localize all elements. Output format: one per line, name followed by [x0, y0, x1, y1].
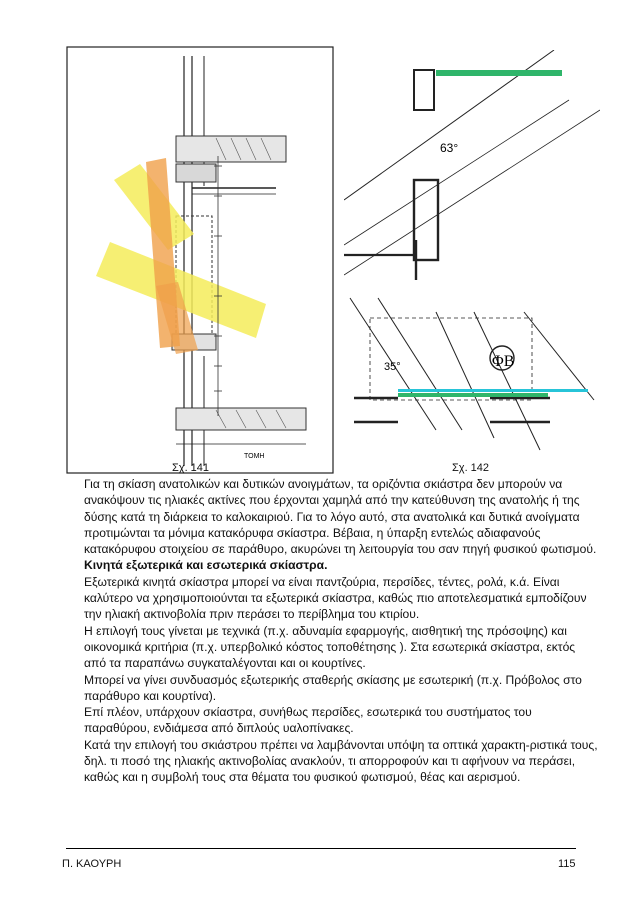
- lower-leader-bar-green: [398, 393, 548, 397]
- figure-142-shading-sketch: [344, 50, 600, 458]
- figure-141-section-drawing: [66, 46, 334, 474]
- lower-leader-bar-cyan: [398, 389, 588, 392]
- figure-caption-142: Σχ. 142: [452, 462, 490, 474]
- paragraph: Μπορεί να γίνει συνδυασμός εξωτερικής σταθερής σκίασης με εσωτερική (π.χ. Πρόβολος στο παράθυρο και κουρτίνα).: [84, 672, 582, 703]
- upper-leader-bar: [436, 70, 562, 76]
- figure-caption-141: Σχ. 141: [172, 462, 210, 474]
- lower-sketch: [350, 298, 594, 450]
- page-number: 115: [558, 858, 576, 870]
- paragraph: Κατά την επιλογή του σκιάστρου πρέπει να λαμβάνονται υπόψη τα οπτικά χαρακτη-ριστικά τους, δηλ. τι ποσό της ηλιακής ακτινοβολίας ανακλούν, τι απορροφούν και τι αφήνουν να περάσει, καθώς και η συμβολή τους στα θέματα του φυσικού φωτισμού, θέας και αερισμού.: [84, 737, 598, 785]
- symbol-label: ΦΒ: [492, 353, 515, 370]
- angle-label-bottom: 35°: [384, 361, 401, 373]
- paragraph: Επί πλέον, υπάρχουν σκίαστρα, συνήθως περσίδες, εσωτερικά του συστήματος του παραθύρου, ενδιάμεσα από διπλούς υαλοπίνακες.: [84, 705, 532, 736]
- upper-sketch: [344, 50, 600, 280]
- section-label: ΤΟΜΗ: [244, 453, 265, 460]
- paragraph: Για τη σκίαση ανατολικών και δυτικών ανοιγμάτων, τα οριζόντια σκιάστρα δεν μπορούν να ανακόψουν τις ηλιακές ακτίνες που έρχονται χαμηλά από την κατεύθυνση της ανατολής ή της δύσης κατά τη διάρκεια το καλοκαιριού. Για το λόγο αυτό, στα ανατολικά και δυτικά ανοίγματα προτιμώνται τα μόνιμα κατακόρυφα σκίαστρα. Βέβαια, η ύπαρξη εντελώς αδιαφανούς κατακόρυφου στοιχείου σε παράθυρο, ακυρώνει τη λειτουργία του σαν πηγή φυσικού φωτισμού.: [84, 477, 597, 557]
- paragraph: Η επιλογή τους γίνεται με τεχνικά (π.χ. αδυναμία εφαρμογής, αισθητική της πρόσοψης) και οικονομικά κριτήρια (π.χ. υπερβολικό κόστος τοποθέτησης ). Στα εσωτερικά σκίαστρα, εκτός από τα παραπάνω συγκαταλέγονται και οι κουρτίνες.: [84, 623, 576, 671]
- body-text: [84, 476, 600, 786]
- footer-author: Π. ΚΑΟΥΡΗ: [62, 858, 122, 870]
- paragraph: Εξωτερικά κινητά σκίαστρα μπορεί να είναι παντζούρια, περσίδες, τέντες, ρολά, κ.ά. Είναι καλύτερο να χρησιμοποιούνται τα εξωτερικά σκίαστρα, καθώς πιο αποτελεσματικά εμποδίζουν την ηλιακή ακτινοβολία πριν περάσει το περίβλημα του κτιρίου.: [84, 574, 587, 622]
- section-heading: Κινητά εξωτερικά και εσωτερικά σκίαστρα.: [84, 558, 328, 573]
- footer-divider: [66, 848, 576, 849]
- angle-label-top: 63°: [440, 141, 459, 155]
